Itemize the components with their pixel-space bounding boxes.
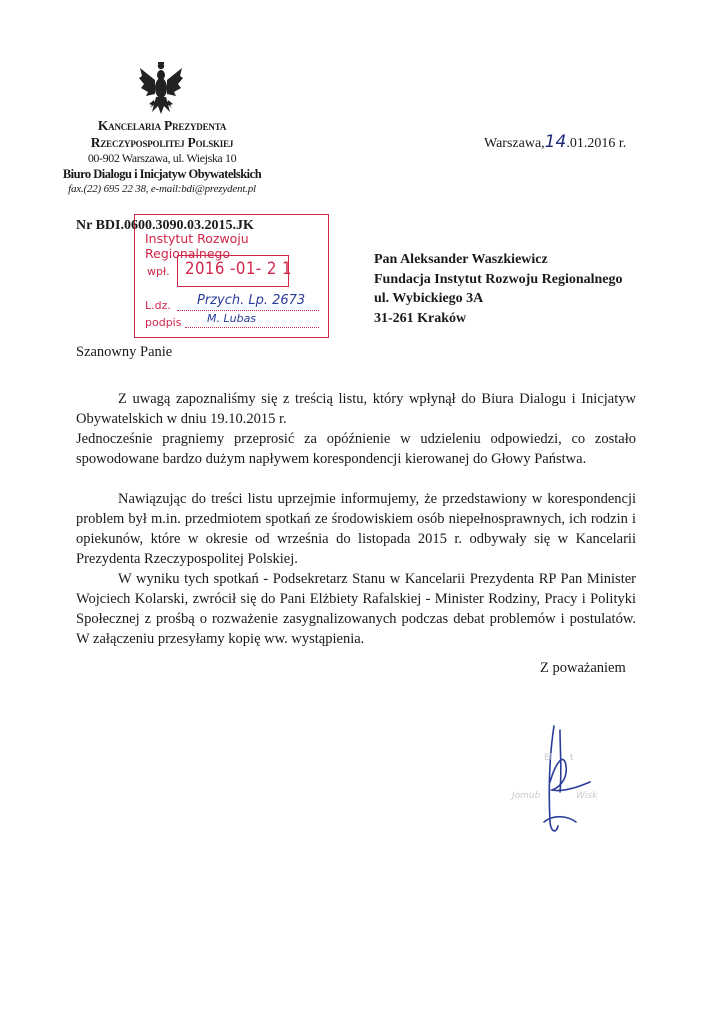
organization-name <box>62 117 262 151</box>
svg-text:El: El <box>544 753 553 763</box>
date-rest: .01.2016 r. <box>566 136 627 151</box>
organization-address: 00-902 Warszawa, ul. Wiejska 10 <box>87 151 237 165</box>
organization-name-line2: Rzeczypospolitej Polskiej <box>90 135 234 150</box>
recipient-street: ul. Wybickiego 3A <box>374 291 484 306</box>
office-name: Biuro Dialogu i Inicjatyw Obywatelskich <box>62 167 262 181</box>
svg-text:Jomub: Jomub <box>512 791 541 801</box>
paragraph-4: W wyniku tych spotkań - Podsekretarz Stanu w Kancelarii Prezydenta RP Pan Minister Wojciech Kolarski, zwrócił się do Pani Elżbiety Rafalskiej - Minister Rodziny, Pracy i Polityki Społecznej z prośbą o rozważenie zasygnalizowanych podczas debat problemów i postulatów. W załączeniu przesyłamy kopię ww. wystąpienia. <box>76 571 636 647</box>
stamp-ldz-label: L.dz. <box>145 299 171 312</box>
stamp-ldz-value: Przych. Lp. 2673 <box>197 293 306 308</box>
stamp-ldz-line <box>177 310 319 311</box>
stamp-podpis-value: M. Lubas <box>207 312 257 325</box>
paragraph-3: Nawiązując do treści listu uprzejmie informujemy, że przedstawiony w korespondencji problem był m.in. przedmiotem spotkań ze środowiskiem osób niepełnosprawnych, ich rodzin i opiekunów, które w okresie od września do listopada 2015 r. odbywały się w Kancelarii Prezydenta Rzeczypospolitej Polskiej. <box>76 491 636 567</box>
recipient-name: Pan Aleksander Waszkiewicz <box>374 252 548 267</box>
paragraph-1: Z uwagą zapoznaliśmy się z treścią listu, który wpłynął do Biura Dialogu i Inicjatyw Obywatelskich w dniu 19.10.2015 r. <box>76 391 636 427</box>
organization-name-line1: Kancelaria Prezydenta <box>97 118 227 133</box>
svg-text:t: t <box>570 753 574 763</box>
recipient-city: 31-261 Kraków <box>374 310 467 326</box>
office-contact: fax.(22) 695 22 38, e-mail:bdi@prezydent.pl <box>68 183 256 195</box>
stamp-podpis-label: podpis <box>145 316 182 329</box>
greeting: Szanowny Panie <box>76 344 173 360</box>
recipient-organization: Fundacja Instytut Rozwoju Regionalnego <box>374 271 623 287</box>
closing: Z poważaniem <box>540 660 626 676</box>
recipient-address <box>374 250 623 328</box>
handwritten-signature-icon <box>504 722 614 842</box>
stamp-podpis-line <box>185 327 319 328</box>
stamp-date: 2016 -01- 2 1 <box>185 259 292 279</box>
paragraph-2: Jednocześnie pragniemy przeprosić za opóźnienie w udzieleniu odpowiedzi, co zostało spowodowane bardzo dużym napływem korespondencji kierowanej do Głowy Państwa. <box>76 431 636 467</box>
city: Warszawa, <box>484 136 545 151</box>
stamp-institution: Instytut Rozwoju Regionalnego <box>145 231 249 261</box>
svg-text:Wisk: Wisk <box>576 791 598 801</box>
handwritten-day: 14 <box>544 132 567 152</box>
stamp-wpl-label: wpł. <box>147 265 170 278</box>
eagle-emblem-icon <box>138 60 184 116</box>
place-date <box>484 132 626 152</box>
reference-number: Nr BDI.0600.3090.03.2015.JK <box>76 218 254 233</box>
